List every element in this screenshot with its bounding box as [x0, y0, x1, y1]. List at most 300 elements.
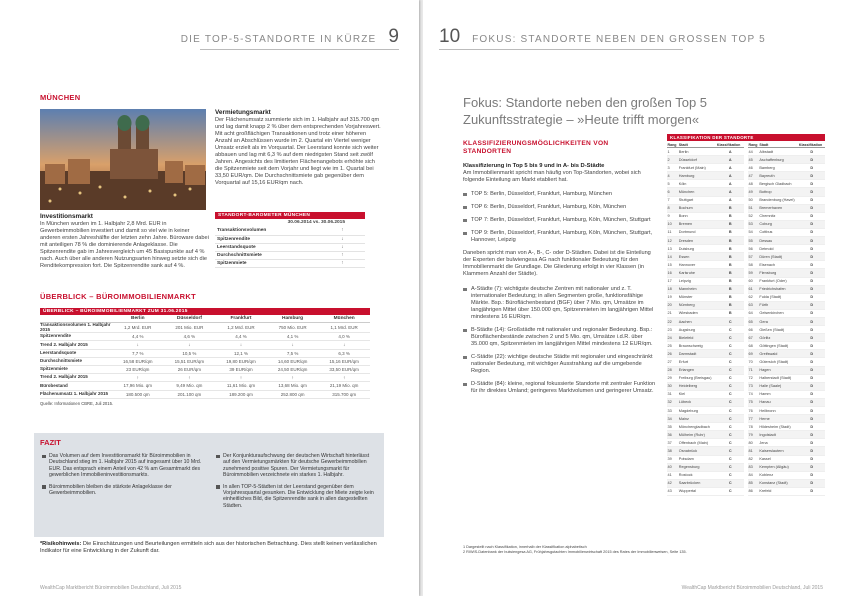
class-cell: D — [798, 439, 825, 447]
class-cell: D — [798, 423, 825, 431]
rank-cell: 13 — [667, 245, 678, 253]
rank-cell: 61 — [748, 285, 759, 293]
market-cell: 180.500 qm — [112, 390, 164, 398]
city-cell: Brandenburg (Havel) — [759, 196, 799, 204]
rank-cell: 69 — [748, 350, 759, 358]
classification-row — [748, 479, 825, 487]
city-cell: Lübeck — [678, 398, 716, 406]
city-cell: Düsseldorf — [678, 156, 716, 164]
class-cell: D — [798, 334, 825, 342]
rank-cell: 66 — [748, 326, 759, 334]
rank-cell: 82 — [748, 455, 759, 463]
section-title-classification — [463, 140, 608, 156]
classification-row — [667, 269, 744, 277]
city-cell: Bonn — [678, 212, 716, 220]
rank-cell: 1 — [667, 148, 678, 156]
classification-row — [748, 293, 825, 301]
city-cell: Bielefeld — [678, 334, 716, 342]
classification-row — [667, 358, 744, 366]
classification-row — [667, 487, 744, 495]
rank-cell: 80 — [748, 439, 759, 447]
barometer-label: Leerstandsquote — [215, 243, 320, 251]
city-cell: Wuppertal — [678, 487, 716, 495]
rank-cell: 2 — [667, 156, 678, 164]
rank-cell: 76 — [748, 407, 759, 415]
class-cell: C — [716, 439, 744, 447]
market-cell: 26 EUR/qm — [164, 365, 216, 373]
city-cell: Braunschweig — [678, 342, 716, 350]
classification-row — [667, 220, 744, 228]
bullet-item — [463, 217, 658, 224]
class-cell: D — [798, 407, 825, 415]
class-cell: C — [716, 415, 744, 423]
fazit-left-column — [42, 453, 202, 501]
city-cell: Cottbus — [759, 228, 799, 236]
rank-cell: 9 — [667, 212, 678, 220]
rank-cell: 48 — [748, 180, 759, 188]
classification-row — [667, 326, 744, 334]
classification-row — [748, 188, 825, 196]
market-cell: 13,68 Mio. qm — [267, 382, 319, 390]
market-column-header: Düsseldorf — [164, 315, 216, 323]
rank-cell: 65 — [748, 317, 759, 325]
market-cell: 4,4 % — [215, 333, 267, 341]
investment-text: In München wurden im 1. Halbjahr 2,8 Mrd. EUR in Gewerbeimmobilien investiert und damit so viel wie in keiner anderen ersten Jahreshälfte der letzten zehn Jahre. Büroware dabei mit anteiligen 78 % die dominierende Anlageklasse. Die Spitzenrendite gab im Jahresvergleich um 45 Basispunkte auf 4 % nach. Auch über alle anderen Nutzungsarten hinweg setzte sich die Renditekompression fort. Die Spitzenrendite sank auf 4 %. — [40, 221, 209, 269]
market-cell: ↑ — [215, 374, 267, 382]
bullet-item — [463, 191, 658, 198]
classification-row — [667, 204, 744, 212]
city-cell: Bergisch Gladbach — [759, 180, 799, 188]
city-cell: Erfurt — [678, 358, 716, 366]
rank-cell: 40 — [667, 463, 678, 471]
bullet-text: C-Städte (22): wichtige deutsche Städte mit regionaler und eingeschränkt nationaler Bedeutung, mit wichtiger Ausstrahlung auf die umgebende Region. — [471, 354, 653, 374]
classification-column-header: Rang — [748, 143, 758, 147]
classification-row — [667, 293, 744, 301]
class-cell: D — [798, 180, 825, 188]
classification-intro — [463, 163, 658, 401]
city-cell: Flensburg — [759, 269, 799, 277]
top-list — [463, 191, 658, 244]
class-cell: D — [798, 293, 825, 301]
trend-arrow-icon: ↓ — [320, 235, 365, 243]
classification-row — [748, 487, 825, 495]
city-cell: Konstanz (Stadt) — [759, 479, 799, 487]
rank-cell: 5 — [667, 180, 678, 188]
market-cell: 10,5 % — [164, 349, 216, 357]
classification-table-right — [748, 143, 825, 496]
rank-cell: 84 — [748, 471, 759, 479]
class-cell: B — [716, 261, 744, 269]
investment-block — [40, 213, 210, 270]
market-cell: 750 Mio. EUR — [267, 323, 319, 333]
city-cell: Albstadt — [759, 148, 799, 156]
class-cell: D — [798, 301, 825, 309]
city-cell: Bayreuth — [759, 172, 799, 180]
class-cell: D — [798, 382, 825, 390]
classification-row — [667, 172, 744, 180]
classification-row — [748, 253, 825, 261]
fazit-item: Der Konjunkturaufschwung der deutschen Wirtschaft hinterlässt auf den Vermietungsmärkten für deutsche Gewerbeimmobilien zunehmend positive Spuren. Der Vermietungsmarkt für Büroimmobilien verzeichnete ein starkes 1. Halbjahr. — [216, 453, 376, 479]
city-cell: Frankfurt (Main) — [678, 164, 716, 172]
rank-cell: 22 — [667, 317, 678, 325]
classification-row — [667, 415, 744, 423]
city-cell: Bremen — [678, 220, 716, 228]
rank-cell: 20 — [667, 301, 678, 309]
barometer-label: Spitzenrendite — [215, 235, 320, 243]
classification-row — [748, 148, 825, 156]
risk-text: Die Einschätzungen und Beurteilungen ermitteln sich aus der historischen Betrachtung. Dies stellt keinen verlässlichen Indikator für eine Entwicklung in der Zukunft dar. — [40, 541, 377, 554]
classification-row — [748, 204, 825, 212]
class-cell: B — [716, 277, 744, 285]
rank-cell: 37 — [667, 439, 678, 447]
city-cell: Hanau — [759, 398, 799, 406]
market-cell: 7,5 % — [267, 349, 319, 357]
classification-row — [667, 309, 744, 317]
city-cell: Halle (Saale) — [759, 382, 799, 390]
market-cell: ↓ — [318, 341, 370, 349]
rank-cell: 73 — [748, 382, 759, 390]
rank-cell: 68 — [748, 342, 759, 350]
class-cell: D — [798, 228, 825, 236]
classification-row — [667, 196, 744, 204]
footnote-2-text: RIWIS-Datenbank der bulwiengesa AG, Frühjahrsgutachten Immobilienwirtschaft 2015 des Rates der Immobilienweisen, Seite 135. — [466, 549, 687, 554]
footer-left: WealthCap Marktbericht Büroimmobilien Deutschland, Juli 2015 — [40, 585, 182, 591]
bullet-text: A-Städte (7): wichtigste deutsche Zentren mit nationaler und z. T. internationaler Bedeutung; in allen Segmenten große, funktionsfähige Märkte. Bsp.: Büroflächenbestand (BGF) über 7 Mio. qm, Umsätze im langjährigen Mittel über 150.000 qm, Spitzenmieten im langjährigen Mittel mindestens 16 EUR/qm. — [471, 286, 654, 320]
city-cell: Coburg — [759, 220, 799, 228]
classification-column-header: Klassifikation — [716, 143, 744, 148]
class-cell: D — [798, 358, 825, 366]
city-cell: Mülheim (Ruhr) — [678, 431, 716, 439]
city-cell: Krefeld — [759, 487, 799, 495]
class-cell: D — [798, 431, 825, 439]
class-cell: C — [716, 471, 744, 479]
munich-skyline-image — [40, 109, 206, 210]
intro-text: Am Immobilienmarkt spricht man häufig von Top-Standorten, wobei sich folgende Einteilung am Markt etabliert hat. — [463, 170, 641, 183]
city-cell: Rostock — [678, 471, 716, 479]
classification-row — [748, 180, 825, 188]
classification-table-left — [667, 143, 744, 496]
classification-row — [748, 342, 825, 350]
rank-cell: 56 — [748, 245, 759, 253]
classification-row — [667, 350, 744, 358]
classification-row — [748, 374, 825, 382]
classification-row — [748, 415, 825, 423]
class-cell: C — [716, 407, 744, 415]
class-cell: D — [798, 204, 825, 212]
rank-cell: 33 — [667, 407, 678, 415]
classification-row — [667, 455, 744, 463]
class-cell: B — [716, 228, 744, 236]
class-cell: D — [798, 269, 825, 277]
rank-cell: 12 — [667, 237, 678, 245]
headline-1: Fokus: Standorte neben den großen Top 5 — [463, 95, 708, 110]
classification-row — [748, 382, 825, 390]
market-row — [40, 323, 370, 333]
city-cell: Göttingen (Stadt) — [759, 342, 799, 350]
bullet-item — [463, 381, 658, 395]
city-cell: Eisenach — [759, 261, 799, 269]
rank-cell: 7 — [667, 196, 678, 204]
trend-arrow-icon: ↑ — [320, 259, 365, 267]
class-list — [463, 286, 658, 395]
city-cell: Augsburg — [678, 326, 716, 334]
market-cell: 252.800 qm — [267, 390, 319, 398]
bullet-item — [463, 286, 658, 321]
vermietung-heading: Vermietungsmarkt — [215, 109, 271, 116]
market-cell: 201.100 qm — [164, 390, 216, 398]
classification-row — [667, 423, 744, 431]
rank-cell: 11 — [667, 228, 678, 236]
class-cell: B — [716, 212, 744, 220]
city-cell: Gelsenkirchen — [759, 309, 799, 317]
market-cell: 17,96 Mio. qm — [112, 382, 164, 390]
rank-cell: 6 — [667, 188, 678, 196]
classification-row — [667, 366, 744, 374]
intro-heading: Klassifizierung in Top 5 bis 9 und in A- bis D-Städte — [463, 163, 605, 169]
city-cell: Nürnberg — [678, 301, 716, 309]
classification-row — [667, 237, 744, 245]
classification-row — [667, 148, 744, 156]
class-cell: C — [716, 431, 744, 439]
rank-cell: 39 — [667, 455, 678, 463]
header-rule-right — [439, 49, 683, 50]
market-cell: 189.200 qm — [215, 390, 267, 398]
barometer-table — [215, 227, 365, 268]
city-cell: Kassel — [759, 455, 799, 463]
rank-cell: 35 — [667, 423, 678, 431]
rank-cell: 29 — [667, 374, 678, 382]
class-cell: C — [716, 317, 744, 325]
market-cell: 1,2 Mrd. EUR — [112, 323, 164, 333]
rank-cell: 18 — [667, 285, 678, 293]
rank-cell: 49 — [748, 188, 759, 196]
market-cell: ↑ — [112, 374, 164, 382]
square-bullet-icon — [463, 329, 467, 333]
city-cell: Dessau — [759, 237, 799, 245]
barometer-row — [215, 251, 365, 259]
city-cell: Mainz — [678, 415, 716, 423]
city-cell: Koblenz — [759, 471, 799, 479]
rank-cell: 58 — [748, 261, 759, 269]
classification-row — [748, 237, 825, 245]
class-cell: A — [716, 172, 744, 180]
rank-cell: 32 — [667, 398, 678, 406]
rank-cell: 30 — [667, 382, 678, 390]
rank-cell: 45 — [748, 156, 759, 164]
market-cell: 16,58 EUR/qm — [112, 357, 164, 365]
market-row — [40, 357, 370, 365]
rank-cell: 24 — [667, 334, 678, 342]
rank-cell: 50 — [748, 196, 759, 204]
classification-row — [748, 390, 825, 398]
class-cell: D — [798, 366, 825, 374]
classification-row — [667, 439, 744, 447]
class-cell: D — [798, 317, 825, 325]
class-cell: B — [716, 220, 744, 228]
class-cell: C — [716, 487, 744, 495]
trend-arrow-icon: ↑ — [320, 227, 365, 235]
city-cell: Mönchengladbach — [678, 423, 716, 431]
classification-column-header: Stadt — [678, 143, 716, 148]
running-header-right — [439, 26, 766, 48]
class-cell: A — [716, 148, 744, 156]
class-cell: D — [798, 261, 825, 269]
class-cell: C — [716, 398, 744, 406]
city-cell: Gütersloh (Stadt) — [759, 358, 799, 366]
market-cell: 15,51 EUR/qm — [164, 357, 216, 365]
market-cell: ↑ — [267, 374, 319, 382]
classification-row — [667, 253, 744, 261]
right-page — [423, 0, 843, 596]
section-title-line-2: STANDORTEN — [463, 148, 512, 155]
city-cell: Görlitz — [759, 334, 799, 342]
footnote-2 — [463, 550, 823, 555]
rank-cell: 4 — [667, 172, 678, 180]
city-cell: Düren (Stadt) — [759, 253, 799, 261]
rank-cell: 86 — [748, 487, 759, 495]
class-cell: B — [716, 301, 744, 309]
class-cell: C — [716, 390, 744, 398]
bullet-text: TOP 6: Berlin, Düsseldorf, Frankfurt, Hamburg, Köln, München — [471, 204, 627, 210]
market-row — [40, 341, 370, 349]
city-cell: Bremerhaven — [759, 204, 799, 212]
city-cell: Halberstadt (Stadt) — [759, 374, 799, 382]
class-cell: D — [798, 374, 825, 382]
classification-row — [667, 285, 744, 293]
market-cell: 201 Mio. EUR — [164, 323, 216, 333]
square-bullet-icon — [463, 356, 467, 360]
city-cell: Münster — [678, 293, 716, 301]
classification-row — [748, 269, 825, 277]
classification-row — [748, 407, 825, 415]
city-cell: Detmold — [759, 245, 799, 253]
fazit-item: Büroimmobilien bleiben die stärkste Anlageklasse der Gewerbeimmobilien. — [42, 484, 202, 497]
market-column-header: Hamburg — [267, 315, 319, 323]
rank-cell: 51 — [748, 204, 759, 212]
footnotes — [463, 545, 823, 555]
class-cell: C — [716, 374, 744, 382]
class-cell: D — [798, 212, 825, 220]
rank-cell: 16 — [667, 269, 678, 277]
classification-row — [748, 228, 825, 236]
market-source: Quelle: Informationen CBRE, Juli 2015. — [40, 400, 114, 406]
city-cell: Regensburg — [678, 463, 716, 471]
class-cell: D — [798, 471, 825, 479]
class-cell: A — [716, 156, 744, 164]
barometer-title: STANDORT-BAROMETER MÜNCHEN — [215, 212, 365, 219]
class-cell: B — [716, 237, 744, 245]
classification-row — [667, 261, 744, 269]
class-cell: D — [798, 285, 825, 293]
rank-cell: 19 — [667, 293, 678, 301]
rank-cell: 79 — [748, 431, 759, 439]
rank-cell: 72 — [748, 374, 759, 382]
city-cell: Stuttgart — [678, 196, 716, 204]
market-cell: ↑ — [318, 374, 370, 382]
classification-title: KLASSIFIKATION DER STANDORTE — [667, 134, 825, 141]
vermietung-block — [215, 109, 383, 187]
city-cell: Bottrop — [759, 188, 799, 196]
barometer-row — [215, 235, 365, 243]
city-cell: München — [678, 188, 716, 196]
class-cell: C — [716, 366, 744, 374]
class-cell: B — [716, 309, 744, 317]
class-cell: D — [798, 196, 825, 204]
class-cell: C — [716, 423, 744, 431]
rank-cell: 21 — [667, 309, 678, 317]
classification-row — [748, 164, 825, 172]
rank-cell: 54 — [748, 228, 759, 236]
market-cell: 39 EUR/qm — [215, 365, 267, 373]
rank-cell: 60 — [748, 277, 759, 285]
bullet-text: TOP 9: Berlin, Düsseldorf, Frankfurt, Hamburg, Köln, München, Stuttgart, Hannover, Leipzig — [471, 230, 653, 243]
city-cell: Erlangen — [678, 366, 716, 374]
market-row-label: Bürobestand — [40, 382, 112, 390]
city-cell: Potsdam — [678, 455, 716, 463]
classification-row — [748, 431, 825, 439]
market-row-label: Leerstandsquote — [40, 349, 112, 357]
class-cell: D — [798, 220, 825, 228]
market-row-label: Transaktionsvolumen 1. Halbjahr 2015 — [40, 322, 111, 332]
bullet-text: TOP 5: Berlin, Düsseldorf, Frankfurt, Hamburg, München — [471, 191, 612, 197]
classification-row — [748, 212, 825, 220]
rank-cell: 34 — [667, 415, 678, 423]
classification-row — [667, 156, 744, 164]
market-table — [40, 315, 370, 399]
classification-row — [667, 374, 744, 382]
city-cell: Hildesheim (Stadt) — [759, 423, 799, 431]
page-number-right: 10 — [439, 26, 461, 47]
classification-row — [748, 358, 825, 366]
class-cell: C — [716, 358, 744, 366]
classification-row — [667, 277, 744, 285]
classification-row — [748, 366, 825, 374]
bullet-text: TOP 7: Berlin, Düsseldorf, Frankfurt, Hamburg, Köln, München, Stuttgart — [471, 217, 651, 223]
market-cell: 14,60 EUR/qm — [267, 357, 319, 365]
header-title-right: FOKUS: STANDORTE NEBEN DEN GROSSEN TOP 5 — [472, 34, 766, 45]
market-row-label: Trend 2. Halbjahr 2015 — [40, 341, 112, 349]
class-cell: D — [798, 148, 825, 156]
market-cell: 315.700 qm — [318, 390, 370, 398]
market-cell: ↓ — [215, 341, 267, 349]
classification-row — [748, 326, 825, 334]
class-cell: D — [798, 188, 825, 196]
market-cell: 7,7 % — [112, 349, 164, 357]
classification-column-header: Rang — [667, 143, 677, 147]
classification-row — [667, 398, 744, 406]
class-cell: B — [716, 245, 744, 253]
square-bullet-icon — [463, 219, 467, 223]
rank-cell: 81 — [748, 447, 759, 455]
city-cell: Leipzig — [678, 277, 716, 285]
city-cell: Dortmund — [678, 228, 716, 236]
square-bullet-icon — [463, 232, 467, 236]
class-cell: C — [716, 479, 744, 487]
market-cell: 1,1 Mrd. EUR — [318, 323, 370, 333]
market-cell: 4,4 % — [112, 333, 164, 341]
rank-cell: 62 — [748, 293, 759, 301]
class-cell: C — [716, 326, 744, 334]
left-page — [0, 0, 419, 596]
market-cell: 19,80 EUR/qm — [215, 357, 267, 365]
city-cell: Chemnitz — [759, 212, 799, 220]
classification-row — [667, 390, 744, 398]
classification-row — [667, 317, 744, 325]
bullet-item — [463, 230, 658, 244]
rank-cell: 15 — [667, 261, 678, 269]
rank-cell: 26 — [667, 350, 678, 358]
class-cell: B — [716, 285, 744, 293]
